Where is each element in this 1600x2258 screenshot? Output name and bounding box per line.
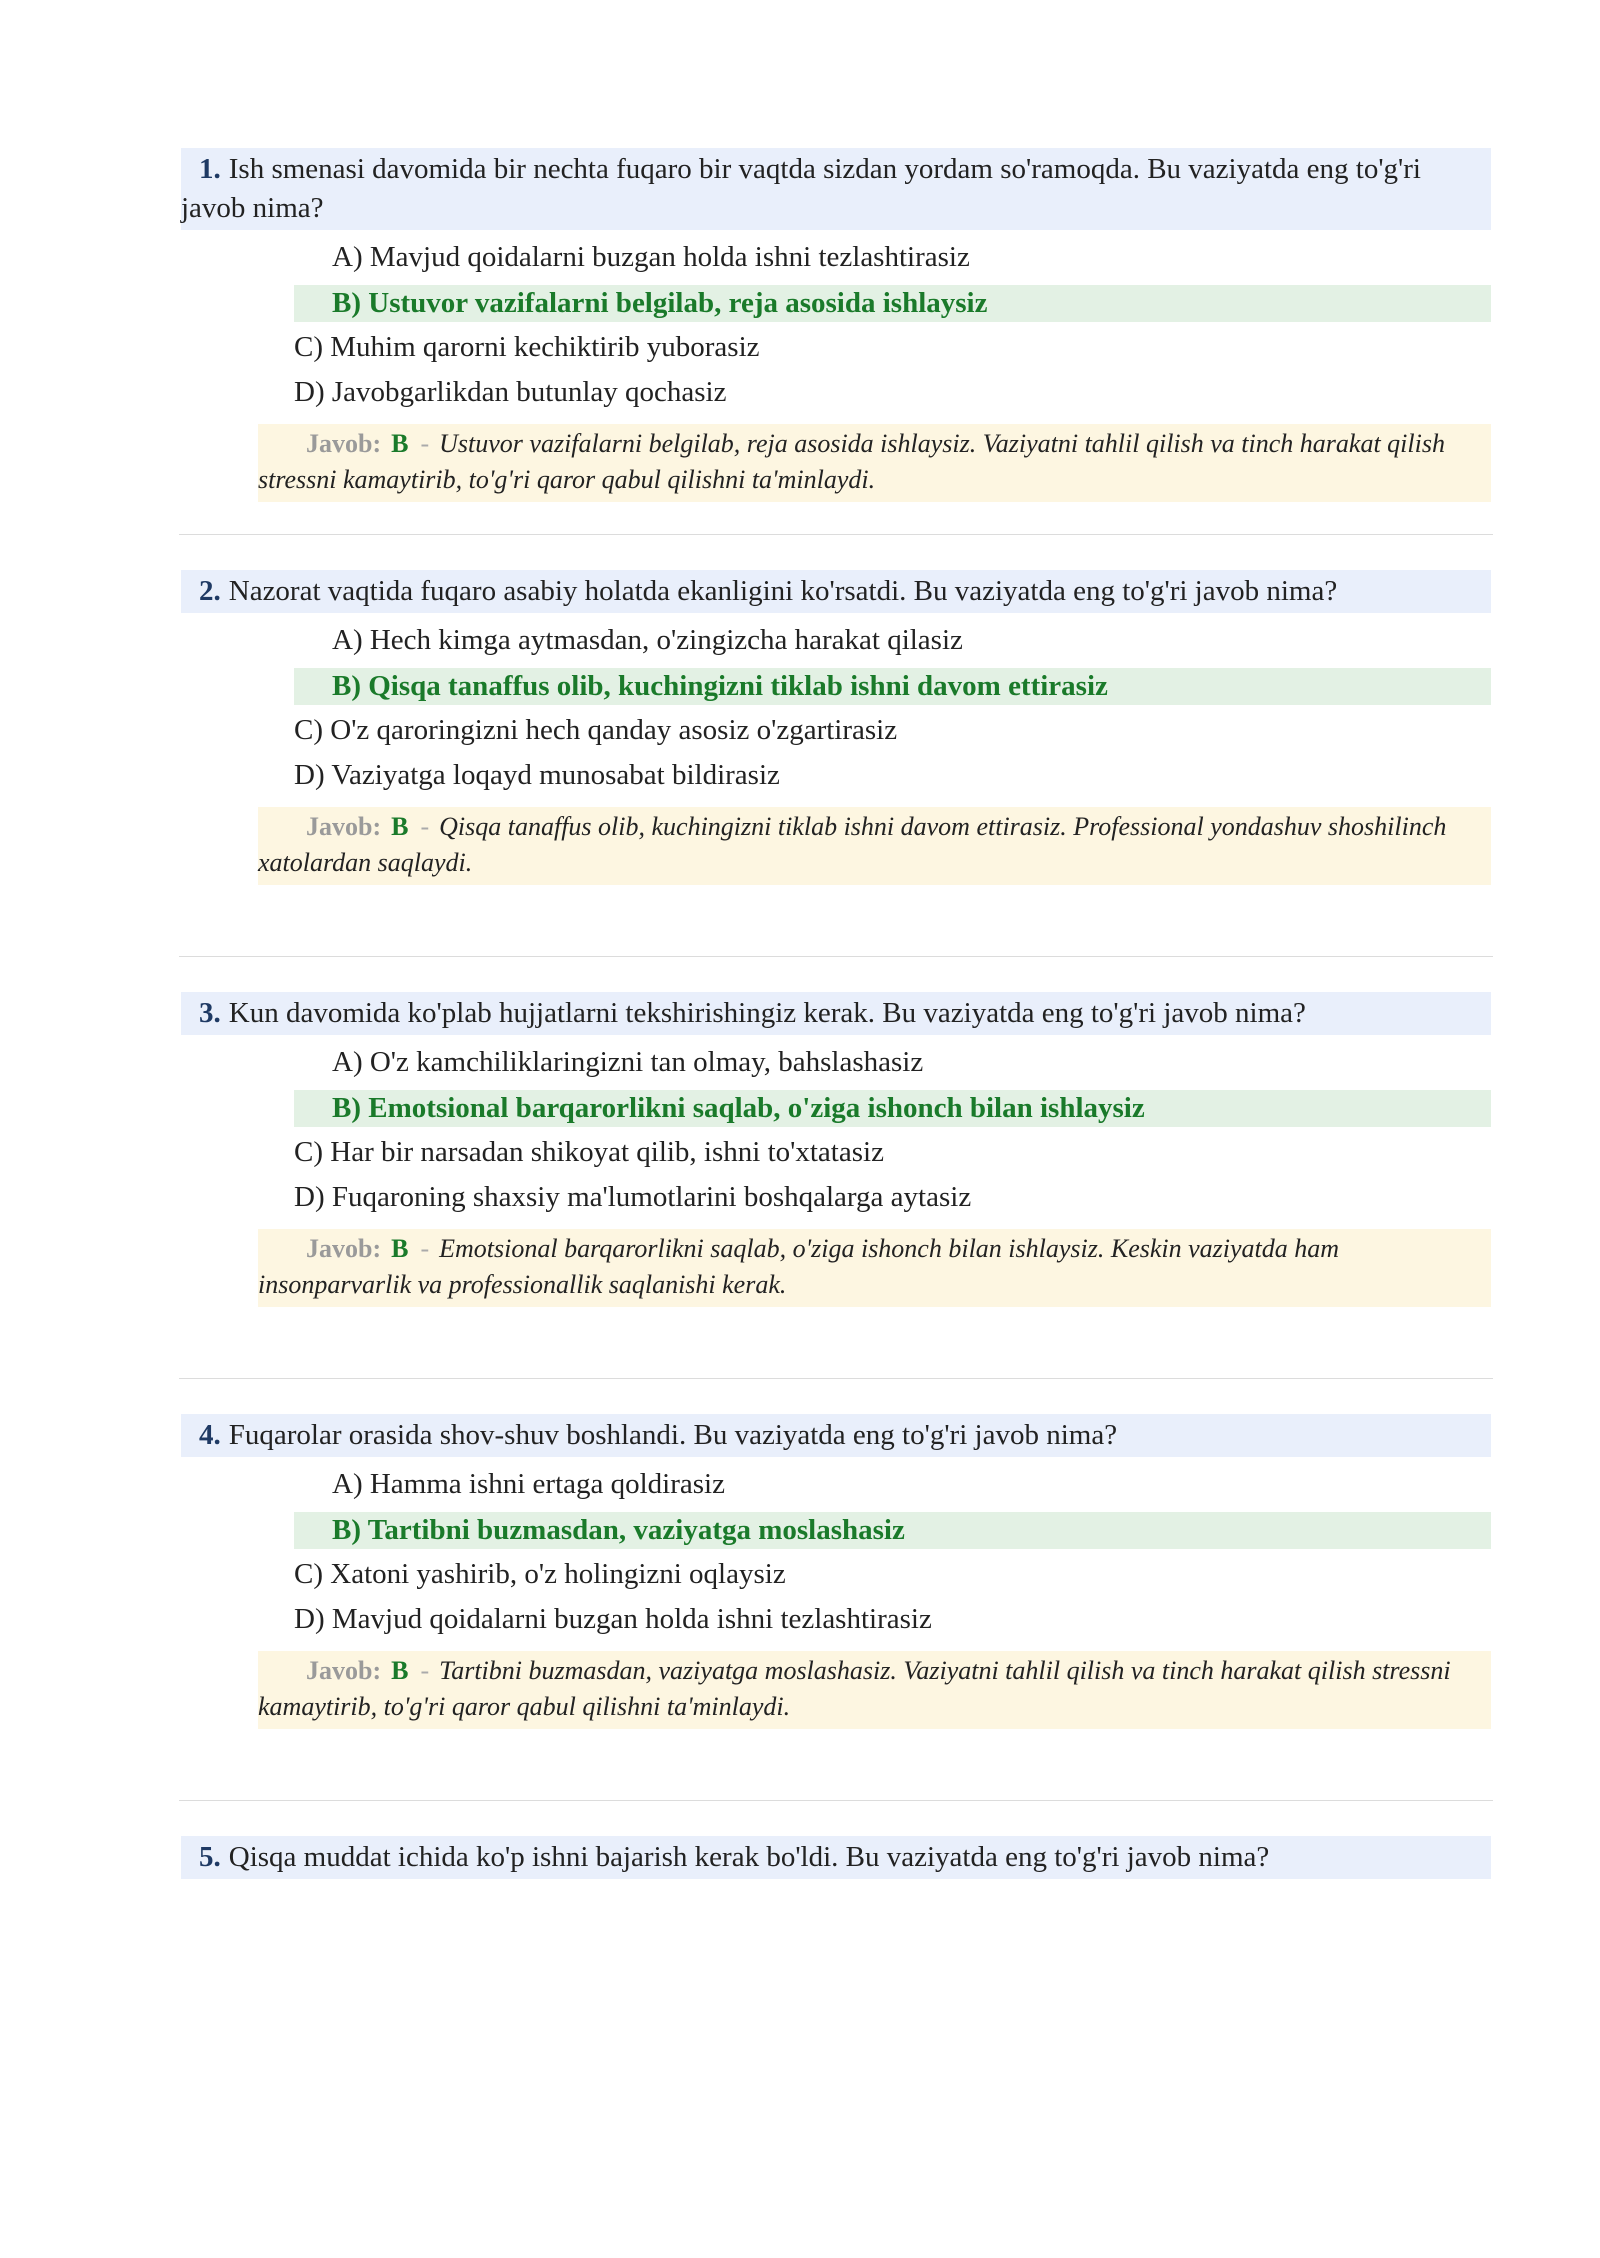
option-c: C) Har bir narsadan shikoyat qilib, ishni to'xtatasiz xyxy=(294,1136,884,1168)
answer-label: Javob: xyxy=(306,429,382,458)
question-number: 2. xyxy=(199,575,221,607)
option-c: C) Xatoni yashirib, o'z holingizni oqlaysiz xyxy=(294,1558,786,1590)
question-3 xyxy=(181,992,1491,1414)
answer-label: Javob: xyxy=(306,1656,382,1685)
option-c: C) O'z qaroringizni hech qanday asosiz o'zgartirasiz xyxy=(294,714,898,746)
answer-text: Tartibni buzmasdan, vaziyatga moslashasiz. Vaziyatni tahlil qilish va tinch harakat qilish stressni kamaytirib, to'g'ri qaror qabul qilishni ta'minlaydi. xyxy=(258,1656,1451,1721)
answer-explanation xyxy=(258,424,1491,502)
question-text-block xyxy=(181,1414,1491,1457)
answer-dash: - xyxy=(420,1656,430,1685)
answer-dash: - xyxy=(420,1234,430,1263)
option-b-correct: B) Tartibni buzmasdan, vaziyatga moslashasiz xyxy=(294,1512,1491,1549)
question-5 xyxy=(181,1836,1491,2258)
answer-explanation xyxy=(258,1229,1491,1307)
answer-explanation xyxy=(258,1651,1491,1729)
option-a: A) O'z kamchiliklaringizni tan olmay, bahslashasiz xyxy=(332,1046,924,1078)
divider xyxy=(179,1800,1493,1801)
options-list xyxy=(181,1041,1491,1221)
answer-label: Javob: xyxy=(306,1234,382,1263)
option-d: D) Vaziyatga loqayd munosabat bildirasiz xyxy=(294,759,780,791)
answer-letter: B xyxy=(391,812,409,841)
option-a: A) Hamma ishni ertaga qoldirasiz xyxy=(332,1468,725,1500)
question-text-block xyxy=(181,148,1491,230)
answer-label: Javob: xyxy=(306,812,382,841)
question-number: 3. xyxy=(199,997,221,1029)
option-d: D) Mavjud qoidalarni buzgan holda ishni tezlashtirasiz xyxy=(294,1603,932,1635)
options-list xyxy=(181,619,1491,799)
question-1 xyxy=(181,148,1491,570)
option-b-correct: B) Ustuvor vazifalarni belgilab, reja asosida ishlaysiz xyxy=(294,285,1491,322)
option-c: C) Muhim qarorni kechiktirib yuborasiz xyxy=(294,331,760,363)
question-text-block xyxy=(181,992,1491,1035)
divider xyxy=(179,956,1493,957)
divider xyxy=(179,1378,1493,1379)
answer-text: Emotsional barqarorlikni saqlab, o'ziga ishonch bilan ishlaysiz. Keskin vaziyatda ham insonparvarlik va professionallik saqlanishi kerak. xyxy=(258,1234,1340,1299)
option-a: A) Hech kimga aytmasdan, o'zingizcha harakat qilasiz xyxy=(332,624,963,656)
option-a: A) Mavjud qoidalarni buzgan holda ishni tezlashtirasiz xyxy=(332,241,970,273)
options-list xyxy=(181,1463,1491,1643)
option-b-correct: B) Qisqa tanaffus olib, kuchingizni tiklab ishni davom ettirasiz xyxy=(294,668,1491,705)
option-d: D) Javobgarlikdan butunlay qochasiz xyxy=(294,376,727,408)
question-4 xyxy=(181,1414,1491,1836)
answer-explanation xyxy=(258,807,1491,885)
answer-text: Qisqa tanaffus olib, kuchingizni tiklab ishni davom ettirasiz. Professional yondashuv shoshilinch xatolardan saqlaydi. xyxy=(258,812,1447,877)
question-number: 1. xyxy=(199,153,221,185)
answer-letter: B xyxy=(391,1656,409,1685)
question-2 xyxy=(181,570,1491,992)
answer-text: Ustuvor vazifalarni belgilab, reja asosida ishlaysiz. Vaziyatni tahlil qilish va tinch harakat qilish stressni kamaytirib, to'g'ri qaror qabul qilishni ta'minlaydi. xyxy=(258,429,1445,494)
question-text-block xyxy=(181,1836,1491,1879)
answer-dash: - xyxy=(420,812,430,841)
question-text: Nazorat vaqtida fuqaro asabiy holatda ekanligini ko'rsatdi. Bu vaziyatda eng to'g'ri javob nima? xyxy=(228,575,1338,607)
answer-letter: B xyxy=(391,429,409,458)
option-b-correct: B) Emotsional barqarorlikni saqlab, o'ziga ishonch bilan ishlaysiz xyxy=(294,1090,1491,1127)
answer-letter: B xyxy=(391,1234,409,1263)
question-number: 5. xyxy=(199,1841,221,1873)
question-text-block xyxy=(181,570,1491,613)
question-number: 4. xyxy=(199,1419,221,1451)
options-list xyxy=(181,236,1491,416)
option-d: D) Fuqaroning shaxsiy ma'lumotlarini boshqalarga aytasiz xyxy=(294,1181,972,1213)
question-text: Ish smenasi davomida bir nechta fuqaro bir vaqtda sizdan yordam so'ramoqda. Bu vaziyatda eng to'g'ri javob nima? xyxy=(181,153,1421,224)
answer-dash: - xyxy=(420,429,430,458)
question-text: Fuqarolar orasida shov-shuv boshlandi. Bu vaziyatda eng to'g'ri javob nima? xyxy=(228,1419,1118,1451)
quiz-page xyxy=(181,148,1491,2258)
divider xyxy=(179,534,1493,535)
question-text: Kun davomida ko'plab hujjatlarni tekshirishingiz kerak. Bu vaziyatda eng to'g'ri javob nima? xyxy=(228,997,1306,1029)
question-text: Qisqa muddat ichida ko'p ishni bajarish kerak bo'ldi. Bu vaziyatda eng to'g'ri javob nima? xyxy=(228,1841,1270,1873)
